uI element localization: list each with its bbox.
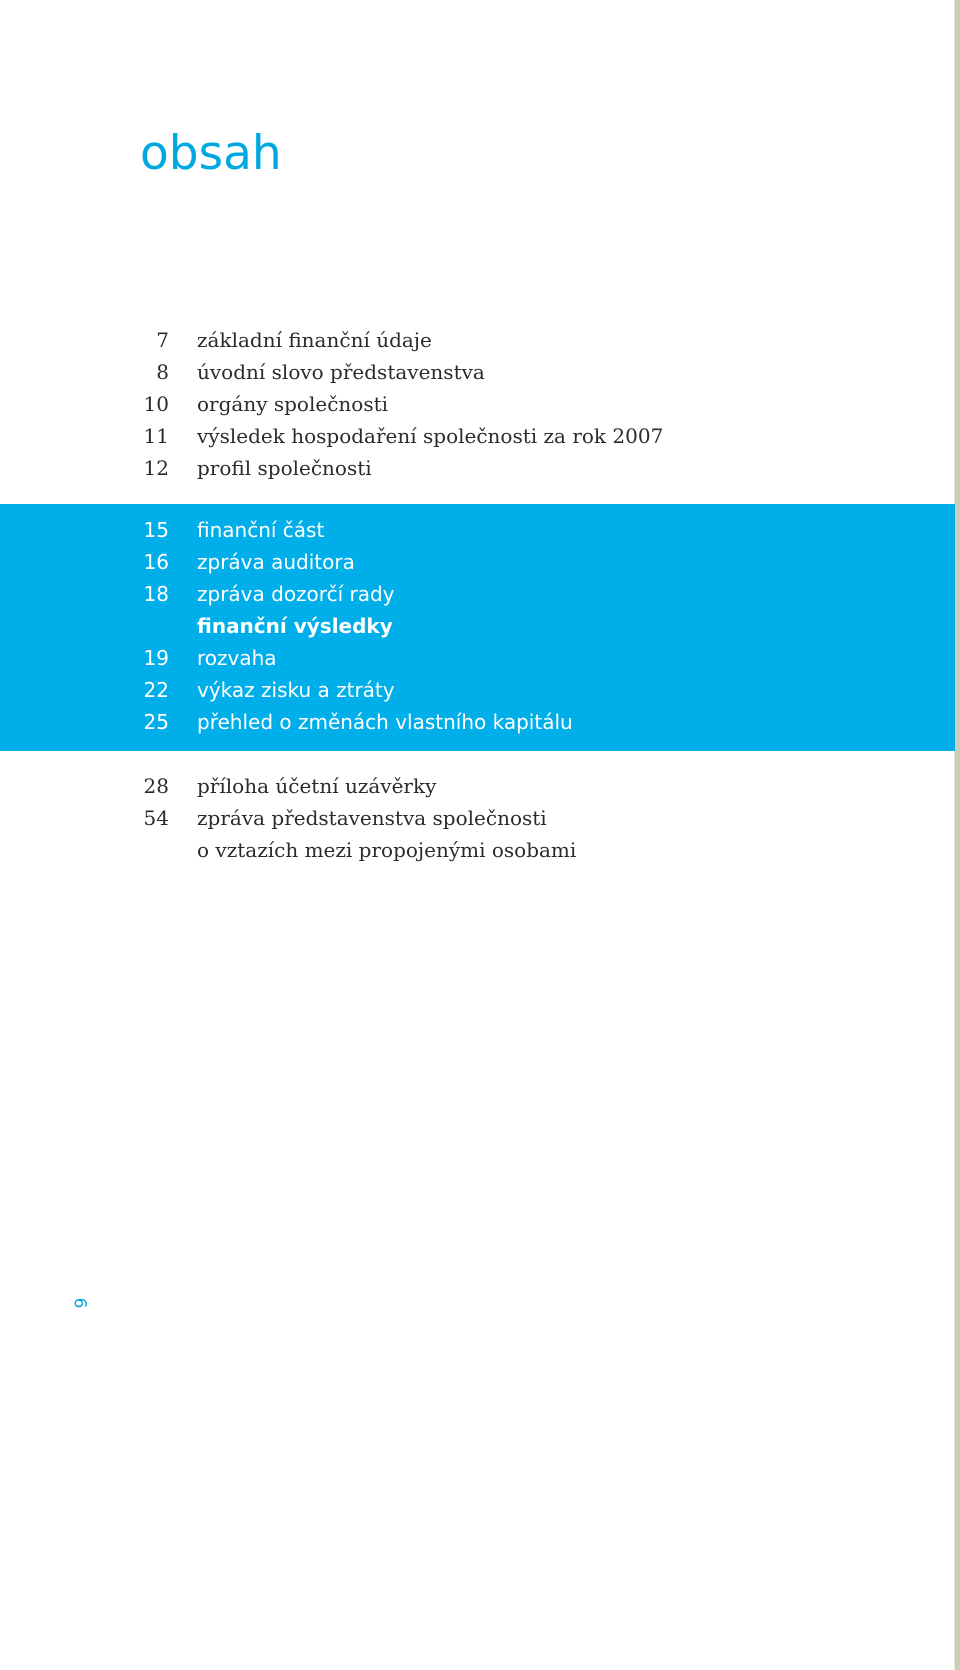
toc-item[interactable]	[0, 388, 940, 420]
toc-label: finanční část	[197, 518, 325, 542]
toc-item[interactable]	[0, 514, 940, 546]
financial-section-band	[0, 504, 955, 751]
page-number: 6	[69, 1297, 90, 1309]
toc-page-number: 28	[143, 774, 169, 798]
toc-label: základní finanční údaje	[197, 328, 432, 352]
toc-label: příloha účetní uzávěrky	[197, 774, 437, 798]
toc-label: o vztazích mezi propojenými osobami	[197, 838, 577, 862]
toc-label: orgány společnosti	[197, 392, 389, 416]
toc-label: rozvaha	[197, 646, 277, 670]
toc-page-number: 54	[143, 806, 169, 830]
toc-label: zpráva představenstva společnosti	[197, 806, 547, 830]
toc-label: zpráva auditora	[197, 550, 355, 574]
toc-label: profil společnosti	[197, 456, 372, 480]
page-edge	[955, 0, 960, 1670]
toc-label: úvodní slovo představenstva	[197, 360, 485, 384]
toc-page-number: 19	[143, 646, 169, 670]
toc-page-number: 8	[156, 360, 169, 384]
toc-page-number: 10	[143, 392, 169, 416]
toc-subheading[interactable]	[0, 610, 940, 642]
toc-item[interactable]	[0, 578, 940, 610]
toc-page-number: 16	[143, 550, 169, 574]
page-title: obsah	[140, 126, 282, 181]
toc-page-number: 12	[143, 456, 169, 480]
toc-item[interactable]	[0, 802, 940, 834]
toc-page-number: 11	[143, 424, 169, 448]
page-edge-line	[954, 0, 955, 1670]
toc-item[interactable]	[0, 420, 940, 452]
toc-label: přehled o změnách vlastního kapitálu	[197, 710, 573, 734]
toc-item[interactable]	[0, 452, 940, 484]
toc-page-number: 22	[143, 678, 169, 702]
toc-item-continuation[interactable]	[0, 834, 940, 866]
toc-label: zpráva dozorčí rady	[197, 582, 395, 606]
toc-label: výkaz zisku a ztráty	[197, 678, 395, 702]
toc-item[interactable]	[0, 674, 940, 706]
toc-page-number: 25	[143, 710, 169, 734]
toc-item[interactable]	[0, 546, 940, 578]
toc-label: finanční výsledky	[197, 614, 393, 638]
toc-page-number: 18	[143, 582, 169, 606]
toc-item[interactable]	[0, 706, 940, 738]
toc-page-number: 15	[143, 518, 169, 542]
toc-item[interactable]	[0, 642, 940, 674]
toc-label: výsledek hospodaření společnosti za rok 2007	[197, 424, 664, 448]
toc-item[interactable]	[0, 356, 940, 388]
toc-item[interactable]	[0, 770, 940, 802]
toc-page-number: 7	[156, 328, 169, 352]
toc-item[interactable]	[0, 324, 940, 356]
